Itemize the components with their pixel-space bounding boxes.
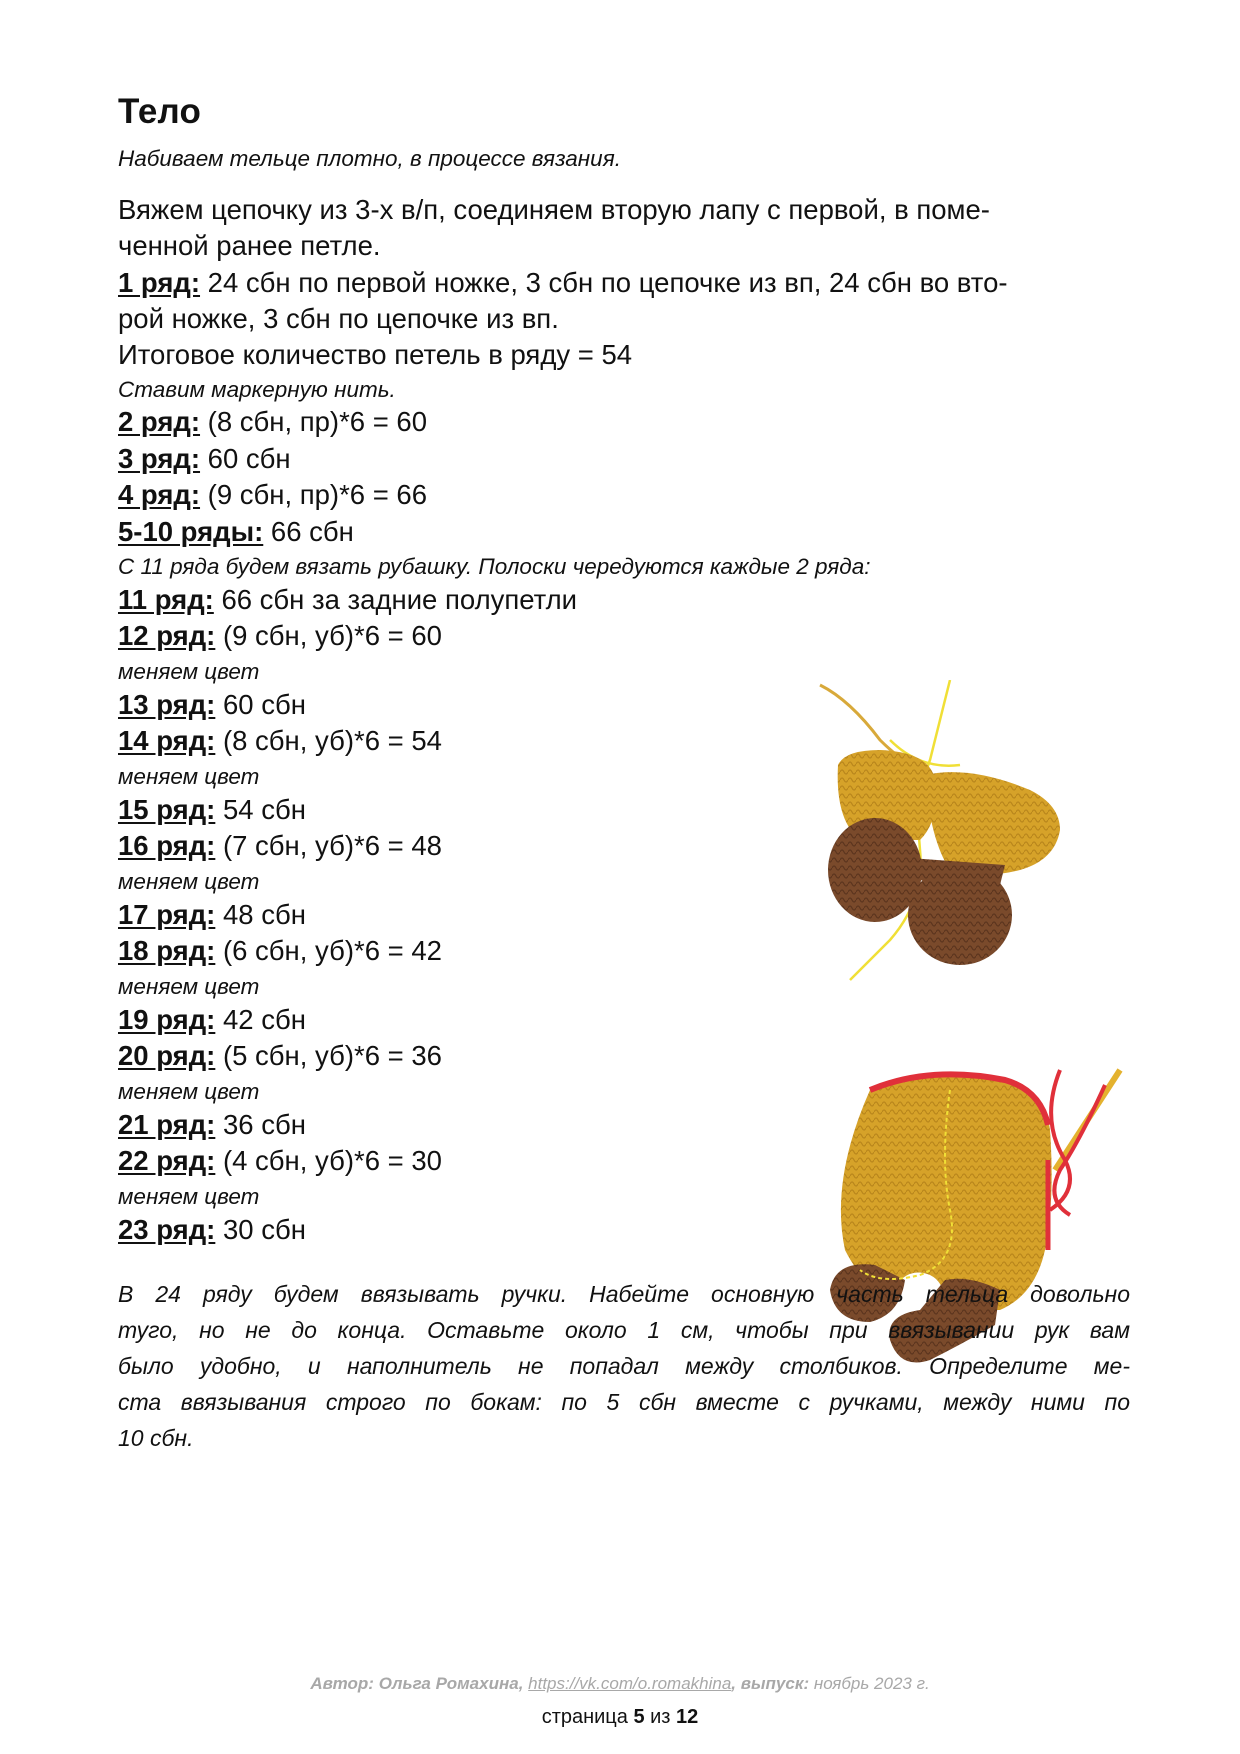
row-label: 3 ряд: <box>118 443 201 474</box>
page-word: страница <box>541 1706 634 1728</box>
row-text: (9 сбн, уб)*6 = 60 <box>215 620 442 651</box>
intro-line-1: Вяжем цепочку из 3-х в/п, соединяем вторую лапу с первой, в поме- <box>118 194 990 225</box>
paragraph-line: В 24 ряду будем ввязывать ручки. Набейте основную часть тельца довольно <box>118 1281 1130 1307</box>
row-4 <box>118 479 427 511</box>
row-15 <box>118 794 306 826</box>
row-text: 66 сбн за задние полупетли <box>213 584 578 615</box>
row-text: 30 сбн <box>215 1214 306 1245</box>
page-total: 12 <box>676 1706 699 1728</box>
row-label: 17 ряд: <box>118 899 216 930</box>
row-16 <box>118 830 442 862</box>
footer-author <box>0 1674 1240 1694</box>
author-label: Автор: <box>310 1674 374 1693</box>
row-text: 36 сбн <box>215 1109 306 1140</box>
row-label: 1 ряд: <box>118 267 201 298</box>
intro-line-2: ченной ранее петле. <box>118 230 381 261</box>
row-1-line-2: рой ножке, 3 сбн по цепочке из вп. <box>118 303 559 334</box>
row-text: (9 сбн, пр)*6 = 66 <box>200 479 428 510</box>
row-text: (5 сбн, уб)*6 = 36 <box>215 1040 442 1071</box>
total-stitches: Итоговое количество петель в ряду = 54 <box>118 339 633 370</box>
row-text: 54 сбн <box>215 794 306 825</box>
legs-joined-photo <box>800 680 1120 1025</box>
row-20 <box>118 1040 442 1072</box>
author-name: Ольга Ромахина, <box>373 1674 529 1693</box>
row-22 <box>118 1145 442 1177</box>
instruction-paragraph <box>118 1276 1130 1456</box>
author-link[interactable]: https://vk.com/o.romakhina <box>528 1674 732 1693</box>
issue-label: , выпуск: <box>731 1674 810 1693</box>
row-label: 2 ряд: <box>118 406 201 437</box>
row-13 <box>118 689 306 721</box>
row-text: 42 сбн <box>215 1004 306 1035</box>
color-change-note: меняем цвет <box>118 869 260 894</box>
color-change-note: меняем цвет <box>118 659 260 684</box>
paragraph-line: ста ввязывания строго по бокам: по 5 сбн вместе с ручками, между ними по <box>118 1389 1130 1415</box>
row-23 <box>118 1214 306 1246</box>
row-text: 60 сбн <box>215 689 306 720</box>
row-label: 5-10 ряды: <box>118 516 264 547</box>
row-2 <box>118 406 427 438</box>
row-text: 60 сбн <box>200 443 291 474</box>
row-label: 20 ряд: <box>118 1040 216 1071</box>
page-current: 5 <box>633 1706 645 1728</box>
row-label: 13 ряд: <box>118 689 216 720</box>
color-change-note: меняем цвет <box>118 1184 260 1209</box>
color-change-note: меняем цвет <box>118 1079 260 1104</box>
row-19 <box>118 1004 306 1036</box>
row-text: 48 сбн <box>215 899 306 930</box>
of-word: из <box>644 1706 677 1728</box>
issue-date: ноябрь 2023 г. <box>809 1674 930 1693</box>
paragraph-line: было удобно, и наполнитель не попадал между столбиков. Определите ме- <box>118 1353 1130 1379</box>
row-label: 15 ряд: <box>118 794 216 825</box>
row-label: 16 ряд: <box>118 830 216 861</box>
row-17 <box>118 899 306 931</box>
row-1-line-1 <box>118 267 1008 299</box>
row-label: 19 ряд: <box>118 1004 216 1035</box>
row-label: 23 ряд: <box>118 1214 216 1245</box>
row-12 <box>118 620 442 652</box>
row-11 <box>118 584 577 616</box>
row-text: (7 сбн, уб)*6 = 48 <box>215 830 442 861</box>
color-change-note: меняем цвет <box>118 974 260 999</box>
row-label: 4 ряд: <box>118 479 201 510</box>
row-text: 24 сбн по первой ножке, 3 сбн по цепочке из вп, 24 сбн во вто- <box>200 267 1008 298</box>
row-label: 11 ряд: <box>118 584 214 615</box>
row-3 <box>118 443 291 475</box>
page-number <box>0 1706 1240 1729</box>
shirt-note: С 11 ряда будем вязать рубашку. Полоски чередуются каждые 2 ряда: <box>118 554 871 579</box>
row-label: 18 ряд: <box>118 935 216 966</box>
row-text: (4 сбн, уб)*6 = 30 <box>215 1145 442 1176</box>
row-label: 21 ряд: <box>118 1109 216 1140</box>
row-text: (8 сбн, уб)*6 = 54 <box>215 725 442 756</box>
section-subtitle: Набиваем тельце плотно, в процессе вязания. <box>118 146 621 171</box>
row-text: (6 сбн, уб)*6 = 42 <box>215 935 442 966</box>
row-21 <box>118 1109 306 1141</box>
row-label: 14 ряд: <box>118 725 216 756</box>
section-title: Тело <box>118 92 202 131</box>
color-change-note: меняем цвет <box>118 764 260 789</box>
rows-5-10 <box>118 516 354 548</box>
row-text: 66 сбн <box>263 516 354 547</box>
paragraph-line: туго, но не до конца. Оставьте около 1 см, чтобы при ввязывании рук вам <box>118 1317 1130 1343</box>
row-18 <box>118 935 442 967</box>
row-text: (8 сбн, пр)*6 = 60 <box>200 406 428 437</box>
row-label: 12 ряд: <box>118 620 216 651</box>
marker-note: Ставим маркерную нить. <box>118 377 396 402</box>
row-label: 22 ряд: <box>118 1145 216 1176</box>
paragraph-line: 10 сбн. <box>118 1425 194 1451</box>
row-14 <box>118 725 442 757</box>
